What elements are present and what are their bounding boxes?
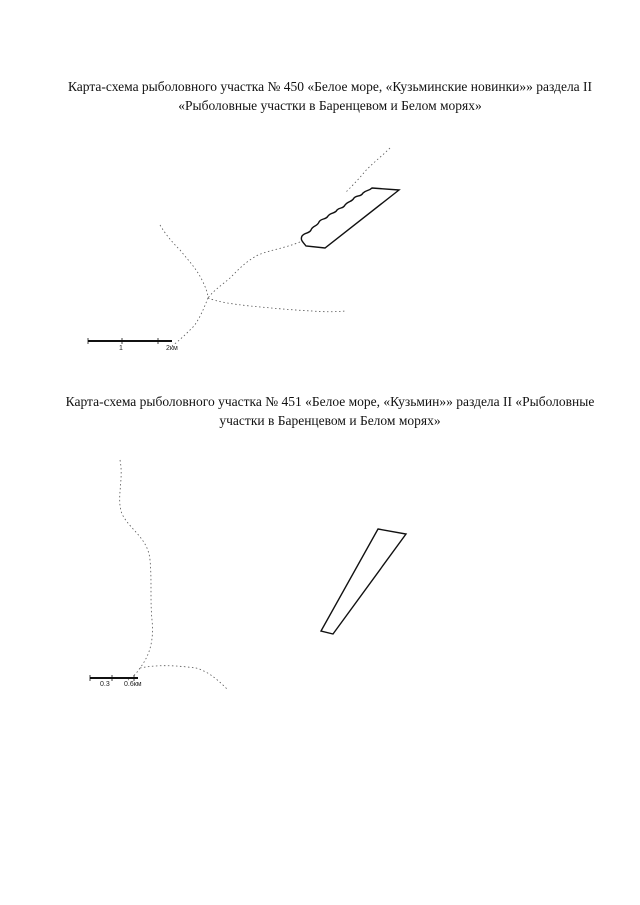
coastline [208,298,345,312]
scale-label-end: 0.6км [124,681,142,688]
map-title-450: Карта-схема рыболовного участка № 450 «Белое море, «Кузьминские новинки»» раздела II «Рыболовные участки в Баренцевом и Белом морях» [67,79,593,113]
scale-label-mid: 1 [119,345,123,352]
map-title-451: Карта-схема рыболовного участка № 451 «Белое море, «Кузьмин»» раздела II «Рыболовные участки в Баренцевом и Белом морях» [65,394,595,428]
coastline [346,148,390,192]
fishing-plot-451-outline [321,529,406,634]
coastline [208,242,300,298]
coastline [140,666,228,690]
scale-label-end: 2км [166,345,178,352]
coastline [120,460,153,680]
coastline [160,225,208,298]
scale-label-mid: 0.3 [100,681,110,688]
coastline [172,298,208,346]
map-scheme-451 [0,450,640,710]
fishing-plot-450-outline [301,188,399,248]
map-scheme-450 [0,130,640,370]
